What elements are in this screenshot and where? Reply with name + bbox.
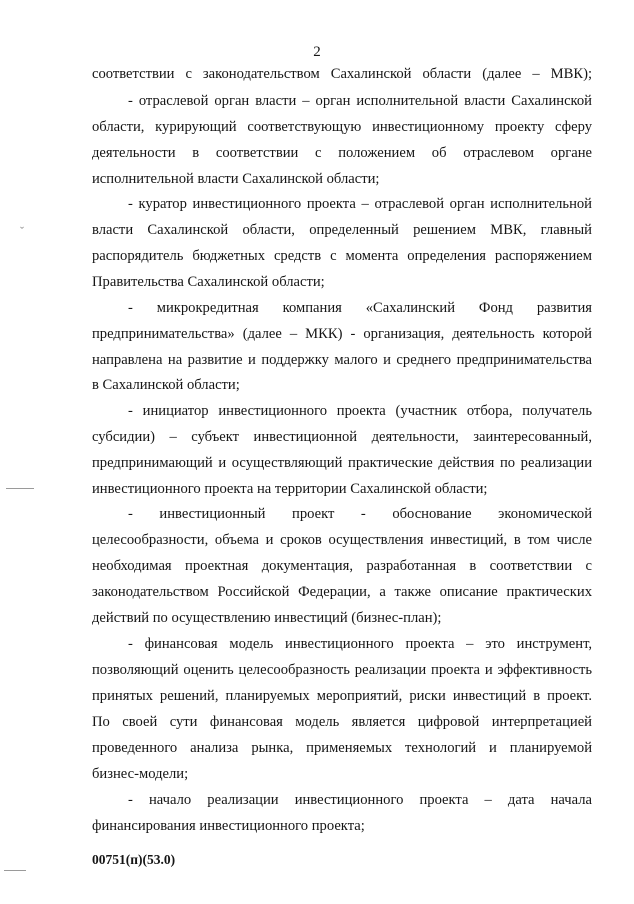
- text-line: области, курирующий соответствующую инвестиционному проекту сферу: [92, 119, 592, 135]
- text-line: предпринимательства» (далее – МКК) - организация, деятельность которой: [92, 326, 592, 342]
- text-line: - финансовая модель инвестиционного проекта – это инструмент,: [128, 636, 592, 652]
- page-number: 2: [313, 44, 321, 60]
- text-line: - отраслевой орган власти – орган исполнительной власти Сахалинской: [128, 93, 592, 109]
- text-line: направлена на развитие и поддержку малого и среднего предпринимательства: [92, 352, 592, 368]
- text-line: в Сахалинской области;: [92, 377, 240, 393]
- text-line: целесообразности, объема и сроков осуществления инвестиций, в том числе: [92, 532, 592, 548]
- text-line: - микрокредитная компания «Сахалинский Фонд развития: [128, 300, 592, 316]
- text-line: По своей сути финансовая модель является цифровой интерпретацией: [92, 714, 592, 730]
- scan-artifact: [6, 488, 34, 489]
- text-line: проведенного анализа рынка, применяемых технологий и планируемой: [92, 740, 592, 756]
- text-line: предпринимающий и осуществляющий практические действия по реализации: [92, 455, 592, 471]
- text-line: - инвестиционный проект - обоснование экономической: [128, 506, 592, 522]
- text-line: власти Сахалинской области, определенный решением МВК, главный: [92, 222, 592, 238]
- scan-artifact: [4, 870, 26, 871]
- document-code: 00751(п)(53.0): [92, 852, 176, 867]
- text-line: - начало реализации инвестиционного проекта – дата начала: [128, 792, 592, 808]
- scan-artifact: ˇ: [20, 224, 24, 238]
- text-line: бизнес-модели;: [92, 766, 189, 782]
- text-line: деятельности в соответствии с положением об отраслевом органе: [92, 145, 592, 161]
- text-line: необходимая проектная документация, разработанная в соответствии с: [92, 558, 592, 574]
- text-line: исполнительной власти Сахалинской области;: [92, 171, 380, 187]
- text-line: действий по осуществлению инвестиций (бизнес-план);: [92, 610, 442, 626]
- text-line: Правительства Сахалинской области;: [92, 274, 325, 290]
- text-line: соответствии с законодательством Сахалинской области (далее – МВК);: [92, 66, 592, 82]
- text-line: распорядитель бюджетных средств с момента определения распоряжением: [92, 248, 592, 264]
- text-line: позволяющий оценить целесообразность реализации проекта и эффективность: [92, 662, 592, 678]
- text-line: - куратор инвестиционного проекта – отраслевой орган исполнительной: [128, 196, 592, 212]
- text-line: субсидии) – субъект инвестиционной деятельности, заинтересованный,: [92, 429, 592, 445]
- text-line: законодательством Российской Федерации, а также описание практических: [92, 584, 592, 600]
- text-line: - инициатор инвестиционного проекта (участник отбора, получатель: [128, 403, 592, 419]
- text-line: финансирования инвестиционного проекта;: [92, 818, 365, 834]
- text-line: принятых решений, планируемых мероприятий, риски инвестиций в проект.: [92, 688, 592, 704]
- text-line: инвестиционного проекта на территории Сахалинской области;: [92, 481, 488, 497]
